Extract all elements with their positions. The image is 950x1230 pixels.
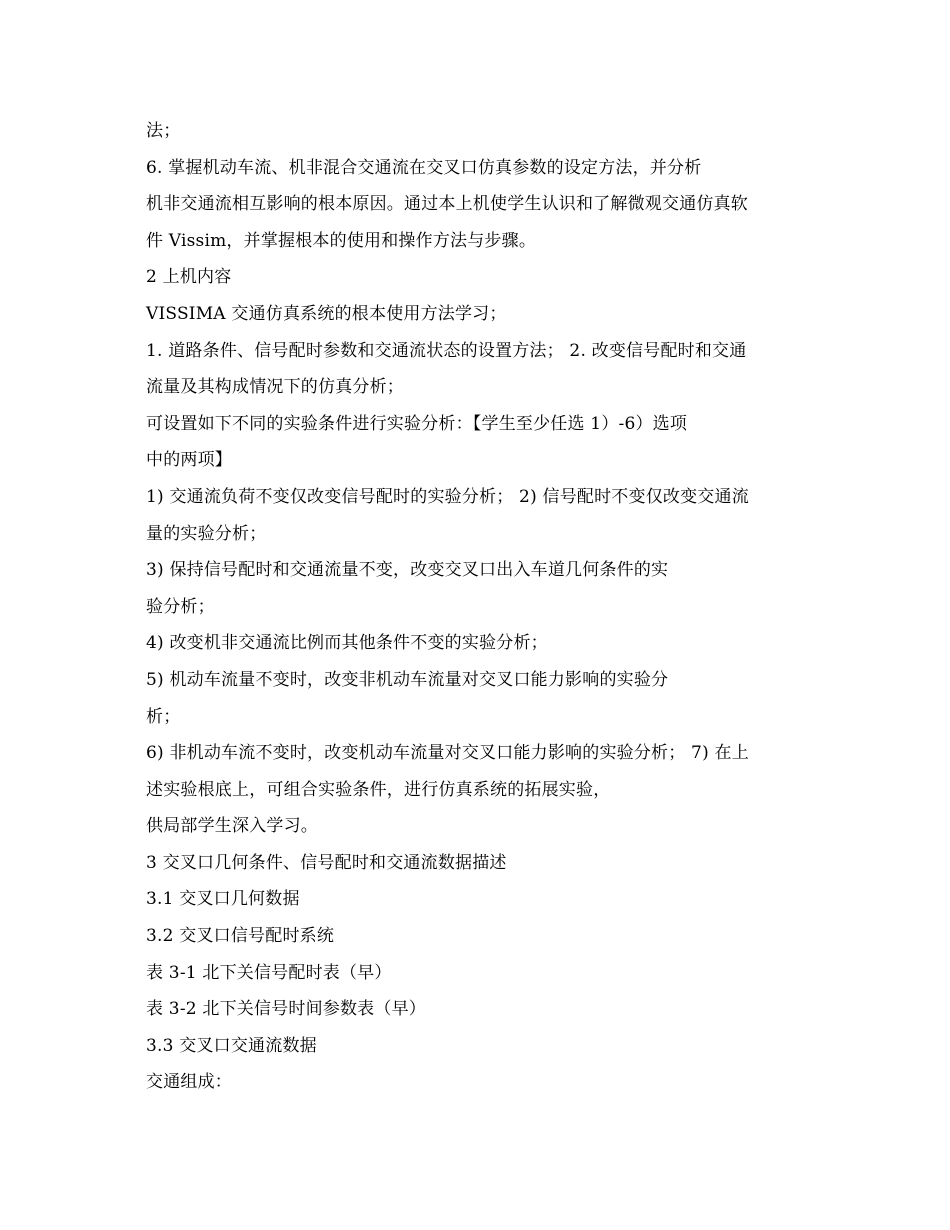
text-line: 析； (146, 706, 181, 727)
section-heading: 2 上机内容 (146, 267, 232, 288)
text-line: 4) 改变机非交通流比例而其他条件不变的实验分析； (146, 633, 548, 654)
text-line: 件 Vissim，并掌握根本的使用和操作方法与步骤。 (146, 230, 537, 251)
text-line: 1) 交通流负荷不变仅改变信号配时的实验分析； 2) 信号配时不变仅改变交通流 (146, 486, 749, 507)
document-body (146, 113, 811, 1101)
table-caption: 表 3-1 北下关信号配时表（早） (146, 962, 392, 983)
text-line: 流量及其构成情况下的仿真分析； (146, 377, 404, 398)
table-caption: 表 3-2 北下关信号时间参数表（早） (146, 999, 426, 1020)
text-line: 6) 非机动车流不变时，改变机动车流量对交叉口能力影响的实验分析； 7) 在上 (146, 743, 749, 764)
section-heading: 3 交叉口几何条件、信号配时和交通流数据描述 (146, 852, 507, 873)
text-line: 法； (146, 121, 181, 141)
text-line: 1. 道路条件、信号配时参数和交通流状态的设置方法； 2. 改变信号配时和交通 (146, 340, 747, 361)
text-line: 3) 保持信号配时和交通流量不变，改变交叉口出入车道几何条件的实 (146, 560, 669, 581)
text-line: 验分析； (146, 596, 215, 617)
text-line: 交通组成： (146, 1072, 232, 1093)
subsection-heading: 3.1 交叉口几何数据 (146, 889, 300, 910)
text-line: 量的实验分析； (146, 523, 267, 544)
text-line: VISSIMA 交通仿真系统的根本使用方法学习； (146, 303, 507, 324)
subsection-heading: 3.2 交叉口信号配时系统 (146, 926, 335, 947)
text-line: 述实验根底上，可组合实验条件，进行仿真系统的拓展实验， (146, 779, 611, 800)
text-line: 6. 掌握机动车流、机非混合交通流在交叉口仿真参数的设定方法，并分析 (146, 157, 702, 178)
text-line: 中的两项】 (146, 450, 232, 471)
text-line: 可设置如下不同的实验条件进行实验分析：【学生至少任选 1）-6）选项 (146, 413, 688, 434)
text-line: 供局部学生深入学习。 (146, 816, 318, 837)
text-line: 5) 机动车流量不变时，改变非机动车流量对交叉口能力影响的实验分 (146, 669, 669, 690)
text-line: 机非交通流相互影响的根本原因。通过本上机使学生认识和了解微观交通仿真软 (146, 194, 748, 215)
subsection-heading: 3.3 交叉口交通流数据 (146, 1035, 317, 1056)
